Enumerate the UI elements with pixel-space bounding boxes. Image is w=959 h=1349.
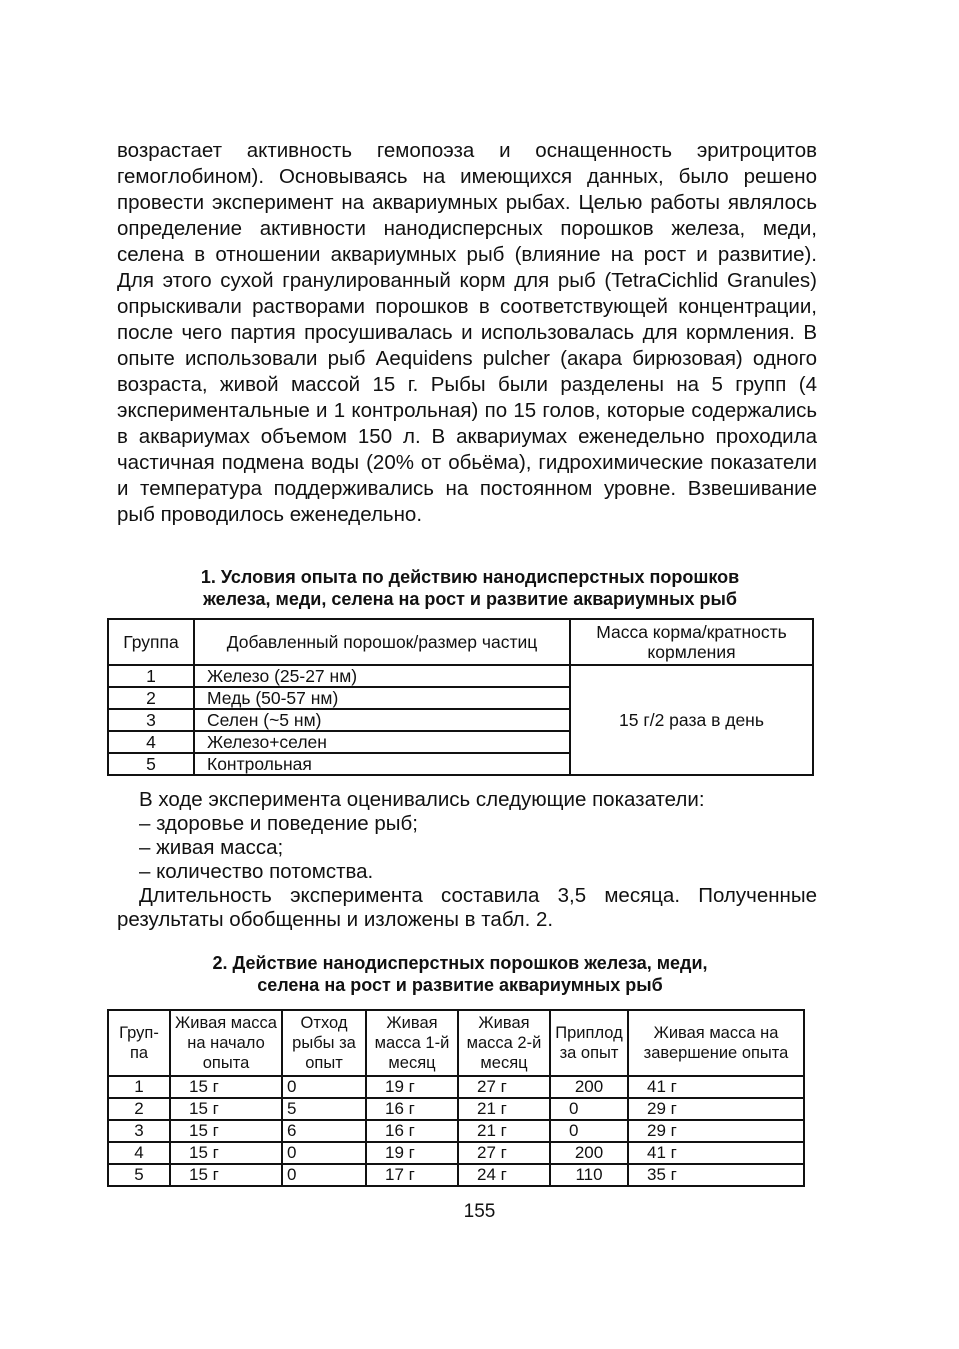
table-cell: 0 xyxy=(282,1164,366,1186)
table-cell: 1 xyxy=(108,665,194,687)
table-cell: 0 xyxy=(282,1076,366,1098)
table-cell: 16 г xyxy=(366,1120,458,1142)
table-cell: 0 xyxy=(550,1098,628,1120)
table-cell: 1 xyxy=(108,1076,170,1098)
table-header-row xyxy=(108,1010,804,1076)
table-cell: 2 xyxy=(108,1098,170,1120)
table2-caption-line1: 2. Действие нанодисперстных порошков железа, меди, xyxy=(212,953,708,973)
table1-caption-line1: 1. Условия опыта по действию нанодисперстных порошков xyxy=(200,567,740,587)
table-cell: 27 г xyxy=(458,1076,550,1098)
table-row xyxy=(108,1098,804,1120)
table-cell: 3 xyxy=(108,709,194,731)
indicators-list xyxy=(117,788,817,932)
table-row xyxy=(108,1164,804,1186)
table-cell: 19 г xyxy=(366,1142,458,1164)
table-cell: Контрольная xyxy=(194,753,570,775)
table-cell: 15 г xyxy=(170,1098,282,1120)
table-header-cell: Живая масса 2-й месяц xyxy=(458,1010,550,1076)
table-cell: Железо (25-27 нм) xyxy=(194,665,570,687)
duration-paragraph: Длительность эксперимента составила 3,5 месяца. Полученные результаты обобщенны и изложены в табл. 2. xyxy=(117,884,817,931)
table2-caption-line2: селена на рост и развитие аквариумных рыб xyxy=(257,975,663,995)
table-cell: 21 г xyxy=(458,1098,550,1120)
table-cell: 17 г xyxy=(366,1164,458,1186)
table-cell: 21 г xyxy=(458,1120,550,1142)
table-cell: 15 г xyxy=(170,1142,282,1164)
table1-caption xyxy=(135,566,805,610)
table-cell: 2 xyxy=(108,687,194,709)
table-cell: Медь (50-57 нм) xyxy=(194,687,570,709)
table-cell: 5 xyxy=(108,753,194,775)
table-row xyxy=(108,1076,804,1098)
table-row xyxy=(108,1120,804,1142)
table-cell: 15 г xyxy=(170,1164,282,1186)
table-cell: 3 xyxy=(108,1120,170,1142)
feed-cell: 15 г/2 раза в день xyxy=(570,665,813,775)
table-header-cell: Группа xyxy=(108,619,194,665)
table-cell: 29 г xyxy=(628,1098,804,1120)
table-header-cell: Живая масса на завершение опыта xyxy=(628,1010,804,1076)
table-cell: 200 xyxy=(550,1076,628,1098)
table-header-cell: Отход рыбы за опыт xyxy=(282,1010,366,1076)
table-cell: 5 xyxy=(108,1164,170,1186)
table-row xyxy=(108,1142,804,1164)
table-cell: 41 г xyxy=(628,1076,804,1098)
table-cell: 4 xyxy=(108,731,194,753)
list-item: – количество потомства. xyxy=(139,860,374,883)
table-cell: 0 xyxy=(550,1120,628,1142)
table-cell: 29 г xyxy=(628,1120,804,1142)
table-cell: 200 xyxy=(550,1142,628,1164)
table-row xyxy=(108,665,813,687)
table-cell: 27 г xyxy=(458,1142,550,1164)
table-header-cell: Живая масса 1-й месяц xyxy=(366,1010,458,1076)
conditions-table xyxy=(107,618,814,776)
table-cell: 6 xyxy=(282,1120,366,1142)
table-cell: 24 г xyxy=(458,1164,550,1186)
table-cell: 35 г xyxy=(628,1164,804,1186)
list-intro: В ходе эксперимента оценивались следующие показатели: xyxy=(139,788,705,811)
table-cell: 41 г xyxy=(628,1142,804,1164)
table-cell: Селен (~5 нм) xyxy=(194,709,570,731)
body-paragraph: возрастает активность гемопоэза и оснащенность эритроцитов гемоглобином). Основываясь на имеющихся данных, было решено провести эксперимент на аквариумных рыбах. Целью работы являлось определение активности нанодисперсных порошков железа, меди, селена в отношении аквариумных рыб (влияние на рост и развитие). Для этого сухой гранулированный корм для рыб (TetraCichlid Granules) опрыскивали растворами порошков в соответствующей концентрации, после чего партия просушивалась и использовалась для кормления. В опыте использовали рыб Aequidens pulcher (акара бирюзовая) одного возраста, живой массой 15 г. Рыбы были разделены на 5 групп (4 экспериментальные и 1 контрольная) по 15 голов, которые содержались в аквариумах объемом 150 л. В аквариумах еженедельно проходила частичная подмена воды (20% от обьёма), гидрохимические показатели и температура поддерживались на постоянном уровне. Взвешивание рыб проводилось еженедельно. xyxy=(117,139,817,526)
table-cell: 110 xyxy=(550,1164,628,1186)
table-header-cell: Масса корма/кратность кормления xyxy=(570,619,813,665)
table-cell: 5 xyxy=(282,1098,366,1120)
table-header-row xyxy=(108,619,813,665)
table-cell: Железо+селен xyxy=(194,731,570,753)
table-cell: 15 г xyxy=(170,1076,282,1098)
table1-caption-line2: железа, меди, селена на рост и развитие аквариумных рыб xyxy=(203,589,737,609)
list-item: – здоровье и поведение рыб; xyxy=(139,812,418,835)
table-cell: 15 г xyxy=(170,1120,282,1142)
table-header-cell: Живая масса на начало опыта xyxy=(170,1010,282,1076)
table-cell: 19 г xyxy=(366,1076,458,1098)
results-table xyxy=(107,1009,805,1187)
list-item: – живая масса; xyxy=(139,836,284,859)
table-cell: 0 xyxy=(282,1142,366,1164)
table-header-cell: Приплод за опыт xyxy=(550,1010,628,1076)
table-cell: 16 г xyxy=(366,1098,458,1120)
page-number: 155 xyxy=(463,1201,496,1222)
table-cell: 4 xyxy=(108,1142,170,1164)
table2-caption xyxy=(150,952,770,996)
table-header-cell: Груп-па xyxy=(108,1010,170,1076)
table-header-cell: Добавленный порошок/размер частиц xyxy=(194,619,570,665)
